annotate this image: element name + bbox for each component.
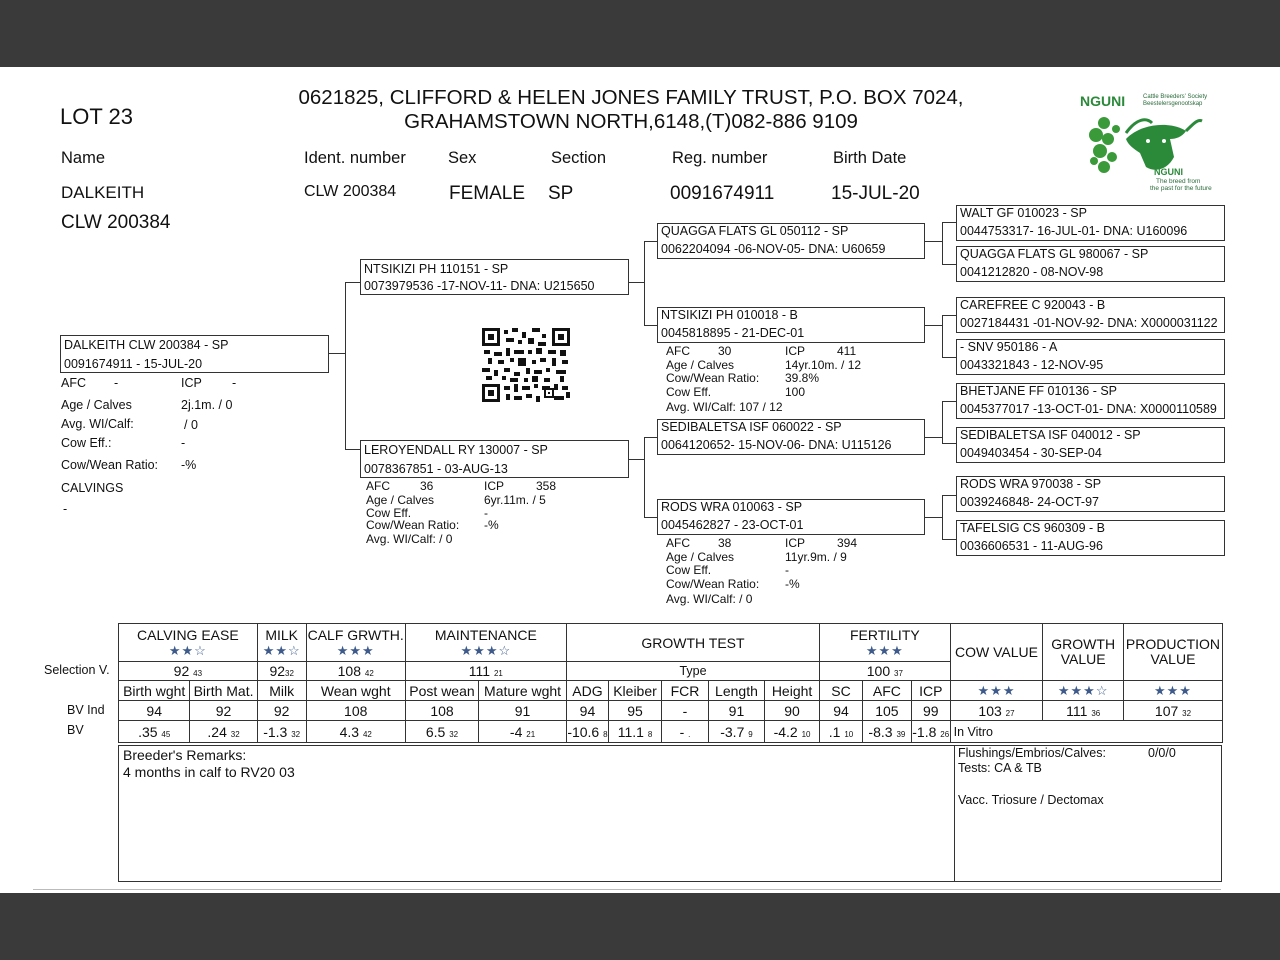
reg-value: 0091674911 [670, 183, 775, 204]
connector [925, 241, 942, 242]
column-header: Birth Mat. [190, 681, 257, 701]
bv-value: -8.3 [868, 723, 893, 740]
calvings-value: - [63, 502, 68, 516]
connector [942, 443, 956, 444]
dam-title: LEROYENDALL RY 130007 - SP [364, 443, 548, 457]
bv-cell [119, 721, 190, 743]
ident-value: CLW 200384 [304, 183, 397, 200]
sel-milk-n: 32 [285, 669, 294, 678]
sel-milk [257, 662, 306, 681]
sire-dam-line: 0045818895 - 21-DEC-01 [661, 326, 805, 340]
section-label: Section [551, 149, 607, 167]
gg-line-8: 0036606531 - 11-AUG-96 [960, 539, 1103, 553]
gg-box-5 [956, 383, 1225, 419]
bv-accuracy: 42 [362, 729, 372, 739]
dd-icp-label: ICP [785, 536, 806, 550]
bv-value: -10.6 [567, 723, 600, 740]
connector [942, 539, 956, 540]
gg-box-7 [956, 476, 1225, 512]
owner-line-1: 0621825, CLIFFORD & HELEN JONES FAMILY TRUST, P.O. BOX 7024, [298, 86, 964, 109]
remarks-label: Breeder's Remarks: [123, 747, 247, 763]
column-header: ADG [566, 681, 608, 701]
growth-value-index: 111 [1066, 702, 1088, 719]
bv-ind-cell: 92 [190, 701, 257, 721]
dam-line: 0078367851 - 03-AUG-13 [364, 462, 508, 476]
column-header: Height [765, 681, 820, 701]
bv-ind-cell: - [662, 701, 709, 721]
flushings-value: 0/0/0 [1148, 746, 1176, 760]
sire-sire-title: QUAGGA FLATS GL 050112 - SP [661, 224, 849, 238]
fertility-title: FERTILITY [849, 626, 920, 643]
dam-dam-title: RODS WRA 010063 - SP [661, 500, 803, 514]
connector [345, 282, 346, 449]
bv-value: .1 [828, 723, 841, 740]
sire-line: 0073979536 -17-NOV-11- DNA: U215650 [364, 279, 595, 293]
dam-icp: 358 [536, 479, 557, 493]
logo-society-2: Beestelersgenootskap [1143, 101, 1203, 107]
gg-box-3 [956, 297, 1225, 333]
gg-line-7: 0039246848- 24-OCT-97 [960, 495, 1099, 509]
animal-title: DALKEITH CLW 200384 - SP [64, 338, 229, 352]
bv-accuracy: 8 [603, 729, 608, 739]
connector [942, 401, 956, 402]
sel-calf-n: 42 [364, 669, 374, 678]
gg-title-7: RODS WRA 970038 - SP [960, 477, 1102, 491]
production-value-header: PRODUCTION VALUE [1123, 624, 1222, 681]
growth-value-cell [1043, 701, 1124, 721]
bv-accuracy: 32 [291, 729, 301, 739]
right-info-box [954, 745, 1222, 882]
fertility-stars: ★★★ [865, 642, 904, 658]
group-header-row [119, 624, 1223, 662]
dam-age: 6yr.11m. / 5 [484, 492, 546, 507]
connector [942, 495, 943, 539]
bv-value: .35 [138, 723, 158, 740]
sex-value: FEMALE [449, 183, 526, 204]
bv-value: -1.8 [912, 723, 937, 740]
column-header: ICP [911, 681, 950, 701]
dd-ratio: -% [785, 577, 800, 591]
connector [644, 241, 657, 242]
bv-accuracy: 32 [449, 729, 459, 739]
tests-text: Tests: CA & TB [958, 761, 1042, 775]
bv-cell [405, 721, 478, 743]
sd-afc-label: AFC [666, 344, 690, 358]
animal-ratio: -% [181, 458, 197, 472]
gg-title-8: TAFELSIG CS 960309 - B [960, 521, 1105, 535]
dam-sire-line: 0064120652- 15-NOV-06- DNA: U115126 [661, 438, 892, 452]
sex-label: Sex [448, 149, 477, 167]
connector [942, 264, 956, 265]
birth-value: 15-JUL-20 [831, 183, 920, 204]
bv-accuracy: 45 [161, 729, 171, 739]
connector [942, 357, 956, 358]
calving-ease-title: CALVING EASE [137, 626, 239, 643]
sd-cow: 100 [785, 384, 806, 399]
gg-title-3: CAREFREE C 920043 - B [960, 298, 1106, 312]
dam-cow: - [484, 506, 488, 520]
bv-ind-cell: 95 [608, 701, 661, 721]
cow-value-cell [950, 701, 1043, 721]
sel-maint-value: 111 [468, 663, 491, 679]
bv-cell [566, 721, 608, 743]
gg-line-5: 0045377017 -13-OCT-01- DNA: X0000110589 [960, 402, 1217, 416]
bv-ind-row [119, 701, 1223, 721]
animal-icp: - [232, 376, 237, 390]
dam-sire-title: SEDIBALETSA ISF 060022 - SP [661, 420, 842, 434]
connector [925, 325, 942, 326]
pedigree-page [0, 67, 1280, 893]
gg-line-3: 0027184431 -01-NOV-92- DNA: X0000031122 [960, 316, 1218, 330]
dd-wi-label: Avg. WI/Calf: / 0 [666, 592, 753, 606]
sire-sire-line: 0062204094 -06-NOV-05- DNA: U60659 [661, 242, 886, 256]
name-ident-value: CLW 200384 [61, 212, 171, 233]
animal-cow-label: Cow Eff.: [61, 436, 112, 450]
logo-society: Cattle Breeders' Society [1143, 94, 1208, 100]
bv-accuracy: 10 [844, 729, 854, 739]
sel-calf [306, 662, 405, 681]
reg-label: Reg. number [672, 149, 768, 167]
owner-line-2: GRAHAMSTOWN NORTH,6148,(T)082-886 9109 [404, 110, 858, 133]
animal-wi: / 0 [184, 418, 198, 432]
sd-wi-label: Avg. WI/Calf: 107 / 12 [666, 399, 783, 414]
bv-cell [708, 721, 764, 743]
dd-age-label: Age / Calves [666, 549, 735, 564]
bv-ind-cell: 90 [765, 701, 820, 721]
bv-value: -1.3 [263, 723, 288, 740]
dam-afc-label: AFC [366, 479, 390, 493]
maintenance-header [405, 624, 566, 662]
birth-label: Birth Date [833, 149, 907, 167]
connector [629, 282, 644, 283]
milk-header [257, 624, 306, 662]
sire-box [360, 259, 629, 295]
cow-value-header: COW VALUE [950, 624, 1043, 681]
connector [942, 315, 956, 316]
connector [925, 437, 942, 438]
sire-dam-title: NTSIKIZI PH 010018 - B [661, 308, 798, 322]
production-value-stars: ★★★ [1123, 681, 1222, 701]
calving-ease-stars: ★★☆ [168, 642, 207, 658]
animal-wi-label: Avg. WI/Calf: [61, 417, 134, 431]
bv-accuracy: 26 [940, 729, 950, 739]
dam-wi-label: Avg. WI/Calf: / 0 [366, 531, 453, 546]
dam-box [360, 440, 629, 478]
sel-calving [119, 662, 258, 681]
bv-value: -4 [509, 723, 523, 740]
sire-sire-box [657, 223, 925, 259]
bv-accuracy: 8 [647, 729, 653, 739]
maintenance-stars: ★★★☆ [460, 642, 512, 658]
column-header: SC [820, 681, 863, 701]
production-value-cell [1123, 701, 1222, 721]
calf-growth-title: CALF GRWTH. [307, 626, 404, 643]
dam-ratio: -% [484, 518, 499, 532]
bv-cell [608, 721, 661, 743]
bv-cell [862, 721, 911, 743]
animal-ratio-label: Cow/Wean Ratio: [61, 458, 159, 472]
sel-calving-n: 43 [193, 669, 203, 678]
sel-fert [820, 662, 951, 681]
sel-milk-value: 92 [269, 663, 286, 679]
dd-cow: - [785, 563, 789, 577]
bv-ind-cell: 108 [306, 701, 405, 721]
page-bottom-rule [33, 889, 1221, 890]
dam-icp-label: ICP [484, 479, 505, 493]
remarks-text: 4 months in calf to RV20 03 [123, 764, 295, 780]
bv-ind-cell: 92 [257, 701, 306, 721]
name-label: Name [61, 149, 106, 167]
sd-age: 14yr.10m. / 12 [785, 357, 862, 372]
connector [942, 222, 956, 223]
bv-ind-cell: 108 [405, 701, 478, 721]
sd-ratio: 39.8% [785, 371, 820, 385]
sire-dam-box [657, 307, 925, 343]
nguni-logo [1078, 91, 1213, 191]
bv-value: 6.5 [425, 723, 446, 740]
logo-slogan-2: the past for the future [1150, 185, 1212, 192]
cow-value-accuracy: 27 [1005, 708, 1015, 718]
cow-value-index: 103 [978, 702, 1002, 719]
sd-ratio-label: Cow/Wean Ratio: [666, 371, 760, 385]
in-vitro-label: In Vitro [950, 721, 1222, 743]
bv-ind-cell: 91 [708, 701, 764, 721]
sel-fert-n: 37 [894, 669, 903, 678]
sd-cow-label: Cow Eff. [666, 384, 712, 399]
sd-icp-label: ICP [785, 344, 806, 358]
column-header: Length [708, 681, 764, 701]
animal-line: 0091674911 - 15-JUL-20 [64, 357, 203, 371]
fertility-header [820, 624, 951, 662]
connector [644, 437, 645, 517]
column-header: Birth wght [119, 681, 190, 701]
connector [644, 517, 657, 518]
bv-cell [662, 721, 709, 743]
bv-cell [190, 721, 257, 743]
bv-cell [257, 721, 306, 743]
column-header: Post wean [405, 681, 478, 701]
bv-ind-cell: 94 [820, 701, 863, 721]
bv-value: - [679, 723, 685, 740]
connector [345, 449, 360, 450]
connector [942, 315, 943, 357]
dam-ratio-label: Cow/Wean Ratio: [366, 518, 460, 532]
remarks-box [118, 745, 955, 882]
gg-title-6: SEDIBALETSA ISF 040012 - SP [960, 428, 1141, 442]
sire-title: NTSIKIZI PH 110151 - SP [364, 262, 509, 276]
gg-line-2: 0041212820 - 08-NOV-98 [960, 265, 1104, 279]
sel-type: Type [566, 662, 819, 681]
bv-accuracy: 32 [230, 729, 240, 739]
dam-afc: 36 [420, 479, 434, 493]
calvings-label: CALVINGS [61, 481, 124, 495]
logo-tag: NGUNI [1154, 167, 1183, 177]
dd-age: 11yr.9m. / 9 [785, 549, 847, 564]
bv-cell [306, 721, 405, 743]
connector [942, 222, 943, 264]
gg-title-5: BHETJANE FF 010136 - SP [960, 384, 1118, 398]
flushings-label: Flushings/Embrios/Calves: [958, 746, 1106, 760]
dd-icp: 394 [837, 536, 858, 550]
gg-title-1: WALT GF 010023 - SP [960, 206, 1087, 220]
milk-title: MILK [265, 626, 299, 643]
column-header: Mature wght [479, 681, 567, 701]
bv-row [119, 721, 1223, 743]
growth-value-accuracy: 36 [1091, 708, 1101, 718]
connector [329, 353, 345, 354]
sel-maint-n: 21 [493, 669, 503, 678]
growth-value-stars: ★★★☆ [1043, 681, 1124, 701]
bv-accuracy: 9 [748, 729, 753, 739]
column-header: Kleiber [608, 681, 661, 701]
gg-box-8 [956, 520, 1225, 556]
animal-box [60, 335, 329, 373]
gg-title-4: - SNV 950186 - A [960, 340, 1058, 354]
bv-cell [820, 721, 863, 743]
gg-box-2 [956, 246, 1225, 282]
bv-value: 11.1 [617, 723, 644, 740]
bv-value: .24 [207, 723, 227, 740]
calf-growth-stars: ★★★ [336, 642, 375, 658]
dd-cow-label: Cow Eff. [666, 563, 712, 577]
selection-label: Selection V. [44, 663, 110, 677]
cow-value-stars: ★★★ [950, 681, 1043, 701]
animal-age-label: Age / Calves [61, 398, 132, 412]
animal-afc: - [114, 376, 119, 390]
connector [629, 459, 644, 460]
milk-stars: ★★☆ [262, 642, 301, 658]
sd-icp: 411 [837, 344, 857, 358]
column-header: AFC [862, 681, 911, 701]
gg-box-4 [956, 339, 1225, 375]
bv-accuracy: 21 [526, 729, 536, 739]
sel-calf-value: 108 [337, 663, 361, 679]
bv-ind-label: BV Ind [67, 703, 105, 717]
bv-ind-cell: 99 [911, 701, 950, 721]
gg-line-6: 0049403454 - 30-SEP-04 [960, 446, 1102, 460]
dam-dam-box [657, 499, 925, 535]
maintenance-title: MAINTENANCE [434, 626, 537, 643]
sel-calving-value: 92 [173, 663, 190, 679]
bv-value: 4.3 [339, 723, 360, 740]
gg-line-4: 0043321843 - 12-NOV-95 [960, 358, 1104, 372]
dd-afc-label: AFC [666, 536, 690, 550]
animal-afc-label: AFC [61, 376, 86, 390]
bv-accuracy: 39 [896, 729, 906, 739]
bv-accuracy: 10 [801, 729, 811, 739]
column-header-row [119, 681, 1223, 701]
section-value: SP [548, 183, 574, 204]
bv-label: BV [67, 723, 84, 737]
animal-age: 2j.1m. / 0 [181, 398, 233, 412]
vaccination-text: Vacc. Triosure / Dectomax [958, 793, 1104, 807]
column-header: Wean wght [306, 681, 405, 701]
dd-ratio-label: Cow/Wean Ratio: [666, 577, 760, 591]
connector [345, 282, 360, 283]
gg-box-1 [956, 205, 1225, 241]
calving-ease-header [119, 624, 258, 662]
bv-ind-cell: 91 [479, 701, 567, 721]
bv-cell [765, 721, 820, 743]
calf-growth-header [306, 624, 405, 662]
sire-dam-stats [666, 345, 906, 414]
bv-cell [479, 721, 567, 743]
sel-maint [405, 662, 566, 681]
sd-age-label: Age / Calves [666, 357, 735, 372]
connector [644, 325, 657, 326]
bv-accuracy: . [688, 729, 691, 739]
animal-cow: - [181, 436, 186, 450]
connector [942, 495, 956, 496]
animal-icp-label: ICP [181, 376, 202, 390]
dam-age-label: Age / Calves [366, 492, 435, 507]
bv-value: -4.2 [773, 723, 798, 740]
sel-fert-value: 100 [866, 663, 891, 679]
gg-line-1: 0044753317- 16-JUL-01- DNA: U160096 [960, 224, 1188, 238]
dam-dam-line: 0045462827 - 23-OCT-01 [661, 518, 804, 532]
dam-sire-box [657, 419, 925, 455]
bv-ind-cell: 105 [862, 701, 911, 721]
connector [644, 437, 657, 438]
bv-ind-cell: 94 [566, 701, 608, 721]
connector [925, 517, 942, 518]
bv-ind-cell: 94 [119, 701, 190, 721]
dd-afc: 38 [718, 536, 732, 550]
sd-afc: 30 [718, 344, 732, 358]
logo-slogan-1: The breed from [1156, 178, 1201, 185]
bv-value: -3.7 [720, 723, 745, 740]
connector [644, 241, 645, 325]
name-value: DALKEITH [61, 183, 145, 202]
dam-dam-stats [666, 537, 906, 607]
gg-title-2: QUAGGA FLATS GL 980067 - SP [960, 247, 1149, 261]
dam-cow-label: Cow Eff. [366, 506, 412, 520]
connector [942, 401, 943, 443]
growth-value-header: GROWTH VALUE [1043, 624, 1124, 681]
ident-label: Ident. number [304, 149, 406, 167]
growth-test-header: GROWTH TEST [566, 624, 819, 662]
logo-title: NGUNI [1080, 93, 1126, 109]
lot-number: LOT 23 [60, 104, 133, 129]
bv-cell [911, 721, 950, 743]
production-value-accuracy: 32 [1182, 708, 1192, 718]
dam-stats [366, 480, 606, 546]
qr-code-icon [482, 328, 570, 402]
production-value-index: 107 [1154, 702, 1179, 719]
column-header: Milk [257, 681, 306, 701]
gg-box-6 [956, 427, 1225, 463]
breeding-values-table [118, 623, 1223, 743]
column-header: FCR [662, 681, 709, 701]
